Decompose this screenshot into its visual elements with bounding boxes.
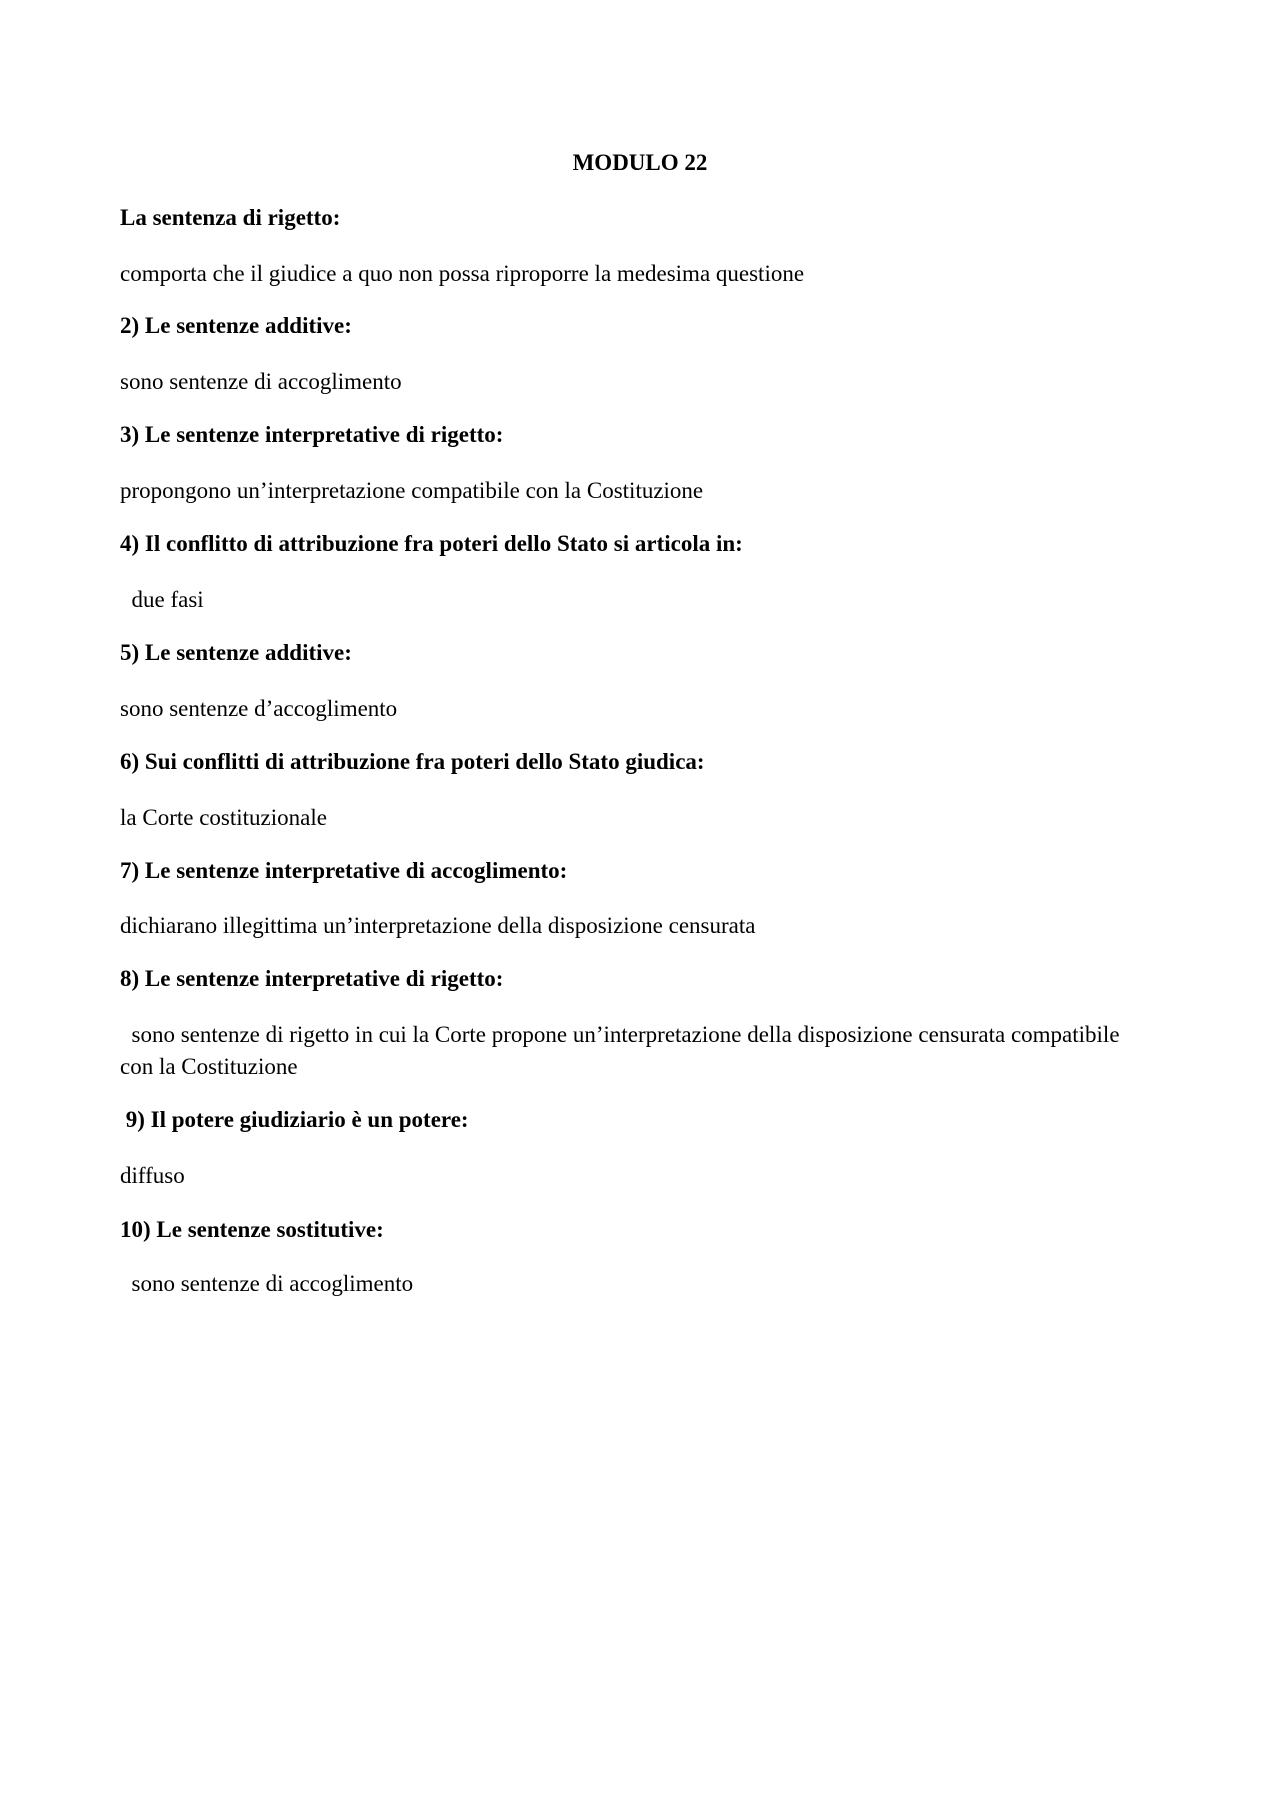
question-10: 10) Le sentenze sostitutive: xyxy=(120,1217,384,1242)
answer-4: due fasi xyxy=(120,587,204,612)
answer-7: dichiarano illegittima un’interpretazione della disposizione censurata xyxy=(120,913,756,938)
question-7: 7) Le sentenze interpretative di accoglimento: xyxy=(120,858,568,883)
answer-9: diffuso xyxy=(120,1163,185,1188)
answer-10: sono sentenze di accoglimento xyxy=(120,1271,414,1296)
question-9: 9) Il potere giudiziario è un potere: xyxy=(120,1107,469,1132)
answer-3: propongono un’interpretazione compatibile con la Costituzione xyxy=(120,478,704,503)
question-2: 2) Le sentenze additive: xyxy=(120,313,352,338)
question-1: La sentenza di rigetto: xyxy=(120,205,341,230)
question-4: 4) Il conflitto di attribuzione fra poteri dello Stato si articola in: xyxy=(120,531,743,556)
document-title: MODULO 22 xyxy=(572,150,708,175)
question-8: 8) Le sentenze interpretative di rigetto: xyxy=(120,966,504,991)
answer-1: comporta che il giudice a quo non possa riproporre la medesima questione xyxy=(120,261,805,286)
question-6: 6) Sui conflitti di attribuzione fra poteri dello Stato giudica: xyxy=(120,749,705,774)
answer-2: sono sentenze di accoglimento xyxy=(120,369,402,394)
answer-8: sono sentenze di rigetto in cui la Corte propone un’interpretazione della disposizione censurata compatibile con la Costituzione xyxy=(120,1022,1126,1079)
question-3: 3) Le sentenze interpretative di rigetto: xyxy=(120,422,504,447)
answer-5: sono sentenze d’accoglimento xyxy=(120,696,398,721)
answer-6: la Corte costituzionale xyxy=(120,805,327,830)
question-5: 5) Le sentenze additive: xyxy=(120,640,352,665)
